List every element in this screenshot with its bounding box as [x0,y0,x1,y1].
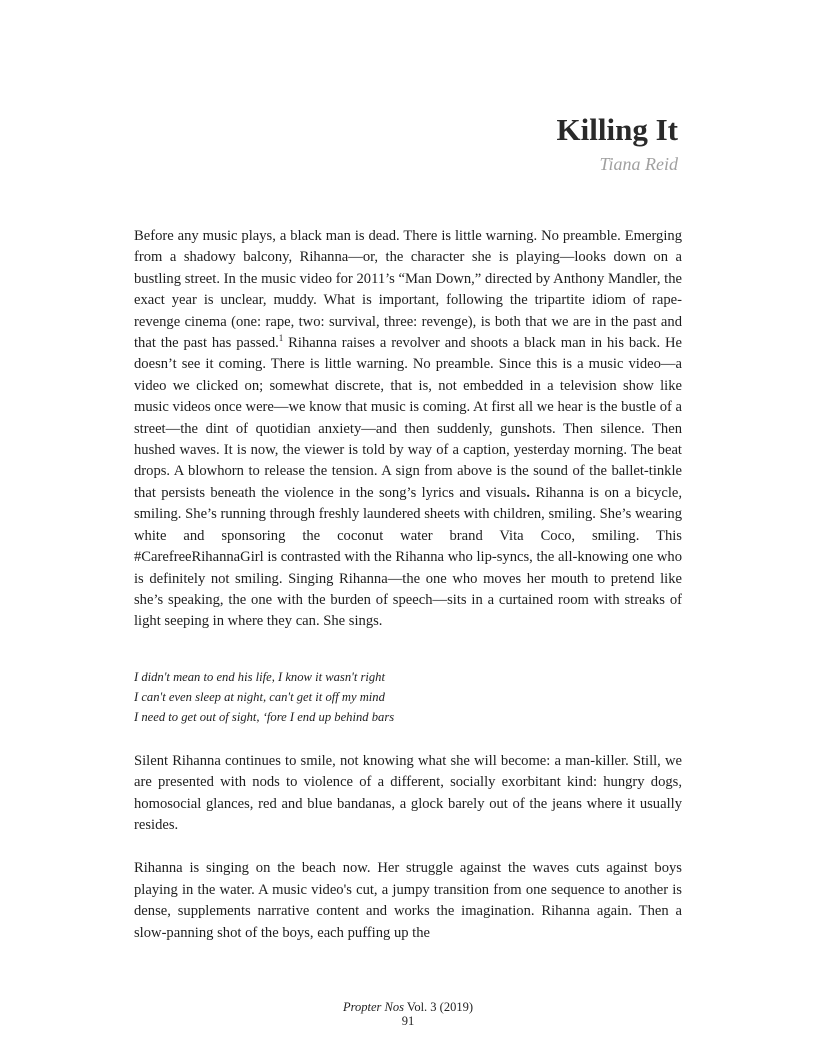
lyrics-block [134,667,682,727]
paragraph-3: Rihanna is singing on the beach now. Her struggle against the waves cuts against boys playing in the water. A music video's cut, a jumpy transition from one sequence to another is dense, supplements narrative content and works the imagination. Rihanna again. Then a slow-panning shot of the boys, each puffing up the [134,860,682,941]
paragraph-1-part-c: Rihanna is on a bicycle, smiling. She’s running through freshly laundered sheets with children, smiling. She’s wearing white and sponsoring the coconut water brand Vita Coco, smiling. This #CarefreeRihannaGirl is contrasted with the Rihanna who lip-syncs, the all-knowing one who is definitely not smiling. Singing Rihanna—the one who moves her mouth to pretend like she’s speaking, the one with the burden of speech—sits in a curtained room with streaks of light seeping in where they can. She sings. [134,484,683,630]
lyric-line: I can't even sleep at night, can't get it off my mind [134,689,385,704]
footnote-marker-1[interactable]: 1 [278,333,284,344]
page-number: 91 [401,1014,415,1028]
article-header [557,112,678,175]
lyric-line: I need to get out of sight, ‘fore I end up behind bars [134,709,395,724]
paragraph-1 [134,226,682,633]
paragraph-1-part-b: Rihanna raises a revolver and shoots a black man in his back. He doesn’t see it coming. There is little warning. No preamble. Since this is a music video—a video we clicked on; somewhat discrete, that is, not embedded in a television show like music videos once were—we know that music is coming. At first all we hear is the bustle of a street—the dint of quotidian anxiety—and then suddenly, gunshots. Then silence. Then hushed waves. It is now, the viewer is told by way of a caption, yesterday morning. The beat drops. A blowhorn to release the tension. A sign from above is the sound of the ballet-tinkle that persists beneath the violence in the song’s lyrics and visuals [134,335,682,501]
journal-volume: Vol. 3 (2019) [404,1000,473,1014]
article-title: Killing It [556,112,678,147]
paragraph-2: Silent Rihanna continues to smile, not knowing what she will become: a man-killer. Still, we are presented with nods to violence of a different, socially exorbitant kind: hungry dogs, homosocial glances, red and blue bandanas, a glock barely out of the jeans where it usually resides. [134,752,682,833]
lyric-line: I didn't mean to end his life, I know it wasn't right [134,669,385,684]
paragraph-1-part-a: Before any music plays, a black man is dead. There is little warning. No preamble. Emerging from a shadowy balcony, Rihanna—or, the character she is playing—looks down on a bustling street. In the music video for 2011’s “Man Down,” directed by Anthony Mandler, the exact year is unclear, muddy. What is important, following the tripartite idiom of rape-revenge cinema (one: rape, two: survival, three: revenge), is both that we are in the past and that the past has passed. [134,228,682,352]
paragraph-1-bold-period: . [526,484,531,501]
journal-name: Propter Nos [343,1000,404,1014]
footer-citation [0,1000,816,1014]
page-footer [0,1000,816,1028]
article-author: Tiana Reid [599,154,678,174]
article-body [134,226,682,944]
